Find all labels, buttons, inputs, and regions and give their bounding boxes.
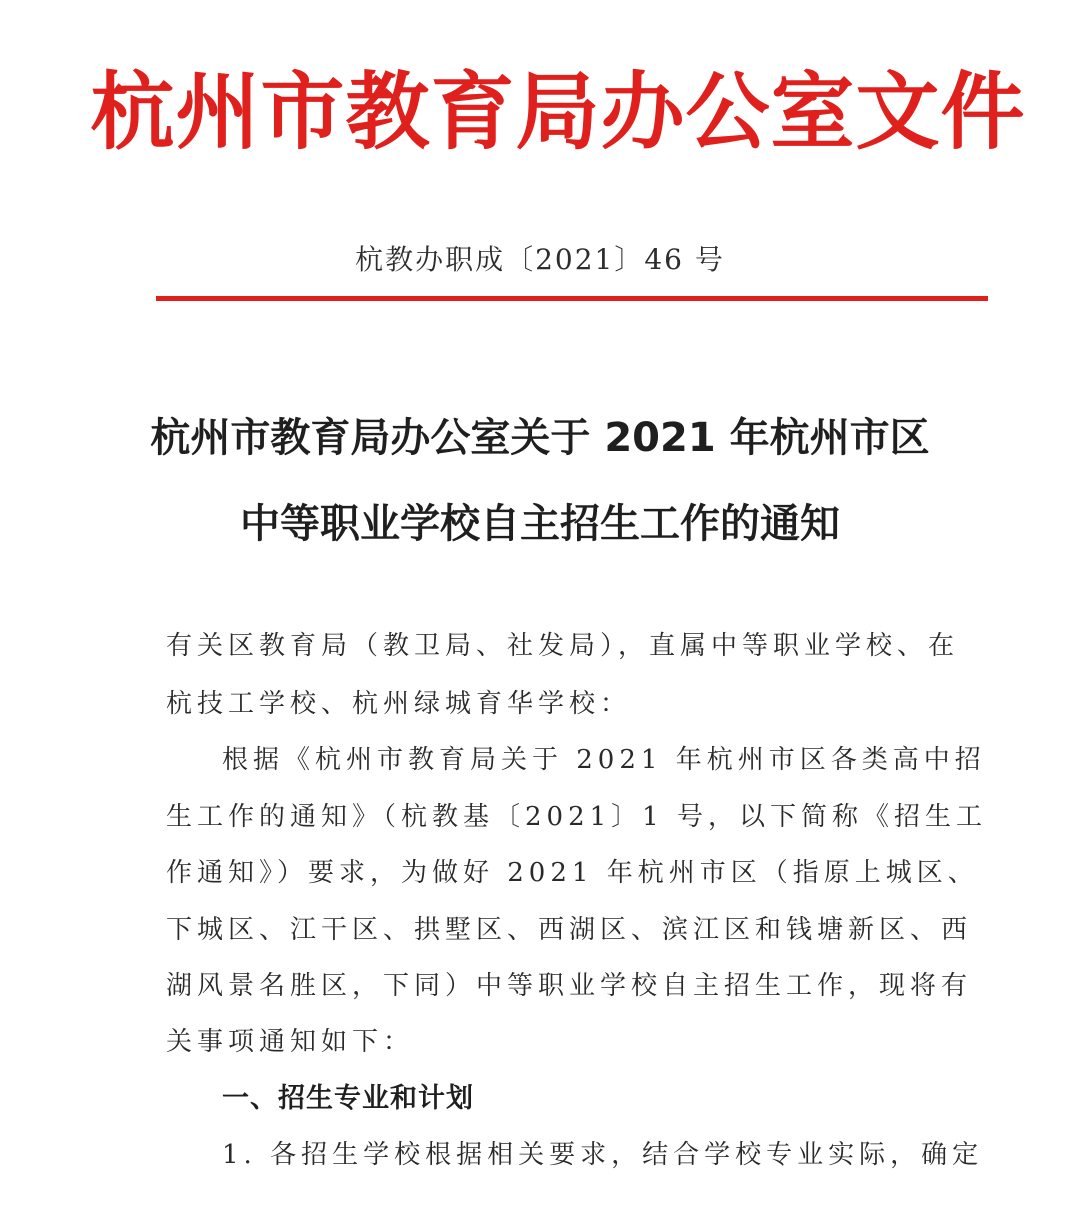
red-divider-line: [156, 296, 988, 301]
notice-title-line-1: 杭州市教育局办公室关于 2021 年杭州市区: [150, 415, 930, 461]
paragraph-line-6: 关事项通知如下：: [166, 1027, 415, 1057]
item-1-line-1: 1. 各招生学校根据相关要求，结合学校专业实际，确定: [222, 1140, 984, 1170]
document-masthead: 杭州市教育局办公室文件: [90, 62, 1026, 161]
addressee-line-1: 有关区教育局（教卫局、社发局），直属中等职业学校、在: [166, 631, 960, 661]
notice-title-line-2: 中等职业学校自主招生工作的通知: [240, 501, 840, 547]
paragraph-line-3: 作通知》）要求，为做好 2021 年杭州市区（指原上城区、: [166, 858, 979, 888]
document-number: 杭教办职成〔2021〕46 号: [355, 243, 725, 276]
section-heading-1: 一、招生专业和计划: [222, 1083, 474, 1114]
paragraph-line-5: 湖风景名胜区，下同）中等职业学校自主招生工作，现将有: [166, 971, 973, 1001]
paragraph-line-4: 下城区、江干区、拱墅区、西湖区、滨江区和钱塘新区、西: [166, 915, 973, 945]
paragraph-line-1: 根据《杭州市教育局关于 2021 年杭州市区各类高中招: [222, 745, 986, 775]
addressee-line-2: 杭技工学校、杭州绿城育华学校：: [166, 689, 632, 719]
paragraph-line-2: 生工作的通知》（杭教基〔2021〕1 号，以下简称《招生工: [166, 802, 987, 832]
